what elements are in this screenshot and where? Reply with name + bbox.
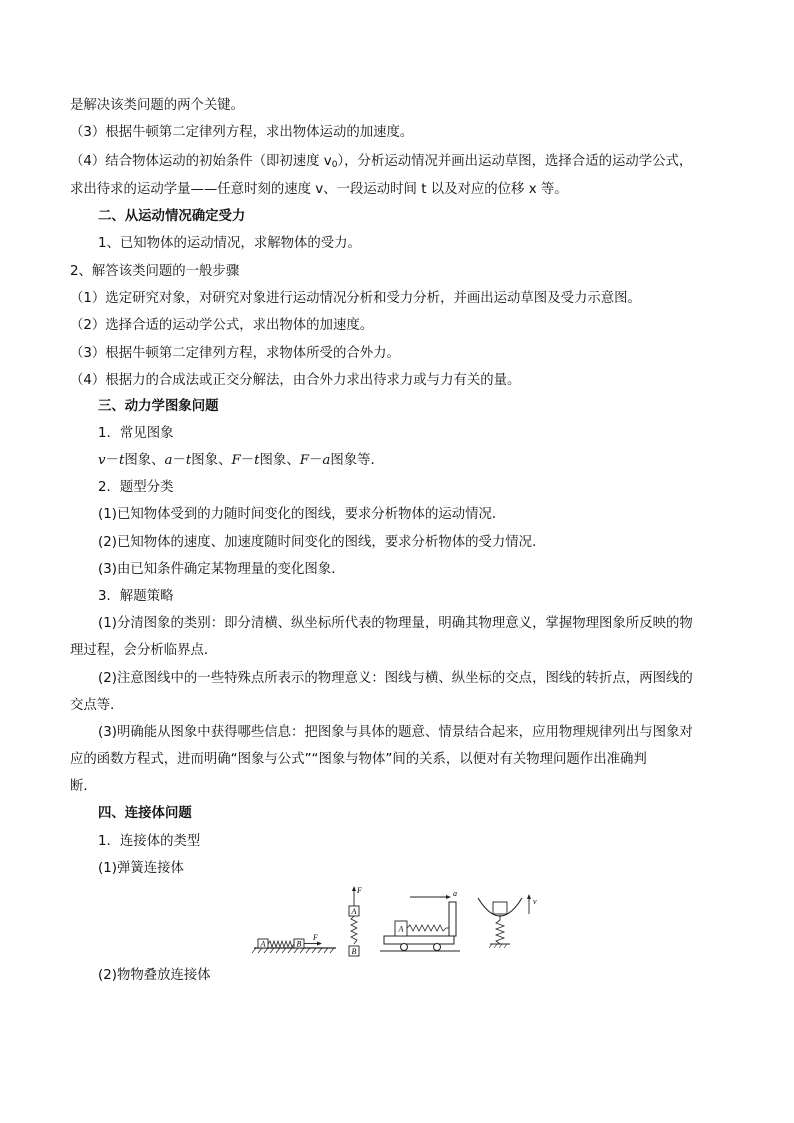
acceleration-label: a [453, 889, 457, 898]
bowl-spring-diagram [478, 894, 537, 948]
text-line-23: 应的函数方程式，进而明确“图象与公式”“图象与物体”间的关系，以便对有关物理问题作出准确判 [70, 752, 647, 767]
text-line-10: （4）根据力的合成法或正交分解法，由合外力求出待求力或与力有关的量。 [70, 373, 521, 388]
symbol-f: F [231, 453, 241, 468]
text-line-20: (2)注意图线中的一些特殊点所表示的物理意义：图线与横、纵坐标的交点，图线的转折点，两图线的 [98, 671, 693, 686]
cart-wall [449, 902, 456, 936]
graph-word: 图象、 [259, 453, 300, 468]
section-heading-4: 四、连接体问题 [98, 806, 192, 821]
spring [351, 916, 357, 944]
symbol-a: a [322, 453, 331, 468]
text-line-11: 1．常见图象 [98, 426, 174, 441]
v0-subscript: 0 [331, 160, 338, 170]
dash: － [105, 453, 119, 468]
text-line-4: 求出待求的运动学量——任意时刻的速度 v、一段运动时间 t 以及对应的位移 x 等。 [70, 182, 568, 197]
text-line-19: 理过程，会分析临界点． [70, 643, 218, 658]
text-line-12 [98, 451, 384, 471]
section-heading-2: 二、从运动情况确定受力 [98, 209, 246, 224]
text-line-3 [70, 152, 692, 175]
symbol-a: a [164, 453, 173, 468]
spring [407, 925, 449, 931]
velocity-label: v [533, 897, 537, 906]
cart-spring-diagram [380, 889, 460, 951]
dash: － [309, 453, 323, 468]
spring-connector-figure [250, 884, 550, 964]
symbol-t: t [185, 453, 192, 468]
force-label: F [313, 933, 318, 942]
text-line-14: (1)已知物体受到的力随时间变化的图线，要求分析物体的运动情况． [98, 507, 506, 522]
text-line-21: 交点等． [70, 698, 124, 713]
text-line-2: （3）根据牛顿第二定律列方程，求出物体运动的加速度。 [70, 125, 414, 140]
block-a-label: A [398, 924, 404, 934]
cart-wheel [434, 944, 441, 951]
text-line-9: （3）根据牛顿第二定律列方程，求物体所受的合外力。 [70, 346, 400, 361]
force-label: F [357, 886, 362, 895]
text-line-17: 3．解题策略 [98, 589, 174, 604]
spring [268, 941, 294, 947]
vertical-spring-diagram [349, 886, 362, 956]
text-line-6: 2、解答该类问题的一般步骤 [70, 264, 240, 279]
text-line-1: 是解决该类问题的两个关键。 [70, 98, 245, 113]
text-line-3-part-b: ），分析运动情况并画出运动草图，选择合适的运动学公式， [337, 154, 693, 169]
text-line-5: 1、已知物体的运动情况，求解物体的受力。 [98, 236, 361, 251]
dash: － [240, 453, 255, 468]
text-line-27: (2)物物叠放连接体 [98, 968, 211, 983]
cart-wheel [401, 944, 408, 951]
graph-word: 图象等． [330, 453, 384, 468]
block [493, 902, 507, 914]
text-line-7: （1）选定研究对象，对研究对象进行运动情况分析和受力分析，并画出运动草图及受力示意图。 [70, 291, 641, 306]
text-line-13: 2．题型分类 [98, 480, 174, 495]
block-a-label: A [351, 907, 357, 916]
cart-base [384, 936, 454, 944]
symbol-v: v [98, 453, 106, 468]
text-line-25: 1．连接体的类型 [98, 834, 201, 849]
text-line-3-part-a: （4）结合物体运动的初始条件（即初速度 v [70, 154, 332, 169]
text-line-8: （2）选择合适的运动学公式，求出物体的加速度。 [70, 318, 374, 333]
text-line-22: (3)明确能从图象中获得哪些信息：把图象与具体的题意、情景结合起来，应用物理规律列出与图象对 [98, 725, 693, 740]
block-b-label: B [296, 939, 302, 949]
spring [496, 920, 504, 944]
text-line-18: (1)分清图象的类别：即分清横、纵坐标所代表的物理量，明确其物理意义，掌握物理图象所反映的物 [98, 616, 693, 631]
text-line-24: 断． [70, 779, 97, 794]
section-heading-3: 三、动力学图象问题 [98, 399, 219, 414]
text-line-16: (3)由已知条件确定某物理量的变化图象． [98, 562, 345, 577]
symbol-t: t [118, 453, 125, 468]
graph-word: 图象、 [191, 453, 232, 468]
text-line-15: (2)已知物体的速度、加速度随时间变化的图线，要求分析物体的受力情况． [98, 535, 546, 550]
text-line-26: (1)弹簧连接体 [98, 861, 184, 876]
dash: － [172, 453, 186, 468]
horizontal-spring-diagram [252, 933, 336, 953]
block-a-label: A [260, 939, 266, 949]
symbol-f: F [299, 453, 310, 468]
block-b-label: B [351, 947, 357, 956]
graph-word: 图象、 [124, 453, 165, 468]
symbol-t: t [254, 453, 260, 468]
